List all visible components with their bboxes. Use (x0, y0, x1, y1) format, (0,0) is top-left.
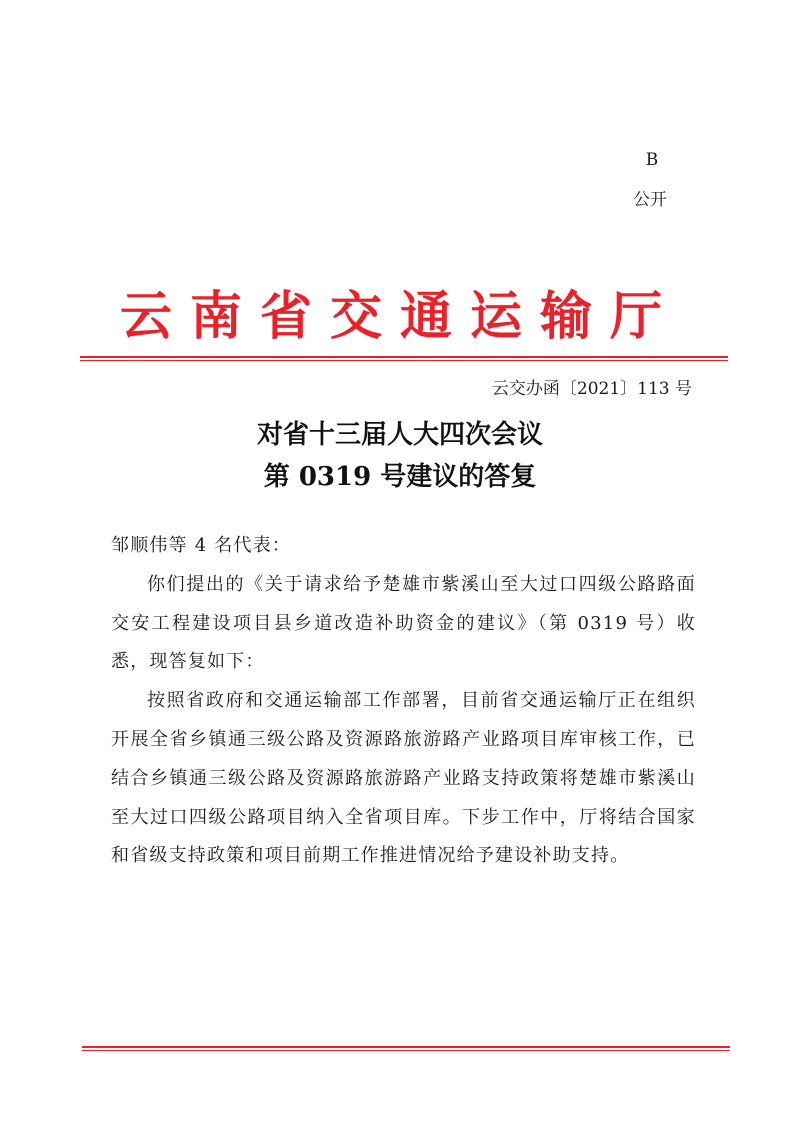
body-paragraph-2: 按照省政府和交通运输部工作部署，目前省交通运输厅正在组织开展全省乡镇通三级公路及资源路旅游路产业路项目库审核工作，已结合乡镇通三级公路及资源路旅游路产业路支持政策将楚雄市紫溪山至大过口四级公路项目纳入全省项目库。下步工作中，厅将结合国家和省级支持政策和项目前期工作推进情况给予建设补助支持。 (111, 690, 696, 867)
agency-masthead: 云南省交通运输厅 (119, 286, 680, 347)
title-line-2: 第 0319 号建议的答复 (263, 462, 537, 492)
document-body (111, 527, 696, 876)
title-line-1: 对省十三届人大四次会议 (256, 420, 543, 450)
disclosure-scope: 公开 (633, 190, 667, 210)
body-paragraph-1: 你们提出的《关于请求给予楚雄市紫溪山至大过口四级公路路面交安工程建设项目县乡道改造补助资金的建议》（第 0319 号）收悉，现答复如下： (111, 573, 696, 673)
masthead-divider (80, 356, 728, 361)
salutation: 邹顺伟等 4 名代表： (111, 535, 292, 556)
footer-divider (82, 1046, 730, 1051)
document-classification (620, 148, 680, 212)
document-title (80, 414, 720, 498)
classification-level: B (645, 150, 659, 170)
document-number: 云交办函〔2021〕113 号 (491, 379, 692, 399)
